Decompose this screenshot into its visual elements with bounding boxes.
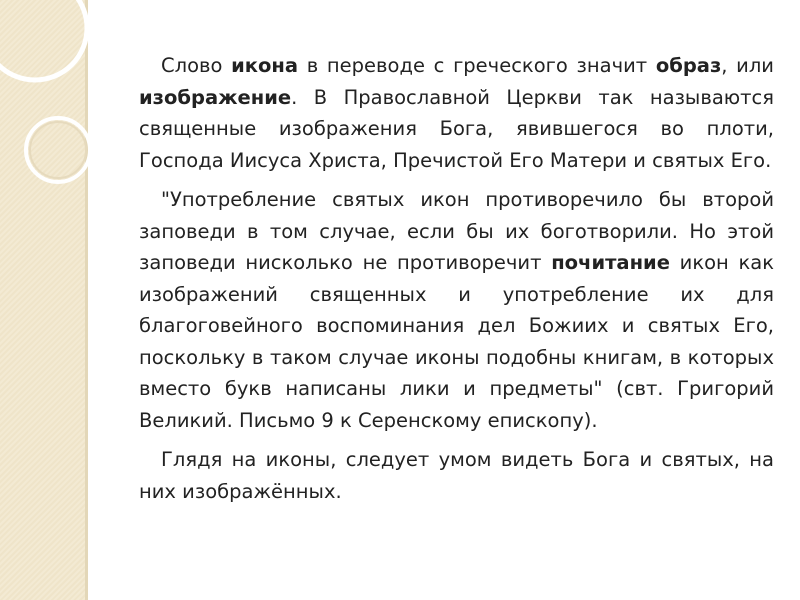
bold-term: почитание <box>551 251 670 274</box>
text-run: Глядя на иконы, следует умом видеть Бога и святых, на них изображённых. <box>139 448 774 503</box>
deco-ring-large <box>0 0 87 80</box>
paragraph-1 <box>139 50 774 176</box>
text-run: икон как изображений священных и употребление их для благоговейного воспоминания дел Божиих и святых Его, поскольку в таком случае иконы подобны книгам, в которых вместо букв написаны лики и предметы" (свт. Григорий Великий. Письмо 9 к Серенскому епископу). <box>139 251 774 432</box>
text-run: . В Православной Церкви так называются священные изображения Бога, явившегося во плоти, Господа Иисуса Христа, Пречистой Его Матери и святых Его. <box>139 85 774 172</box>
bold-term: образ <box>655 54 722 77</box>
bold-term: изображение <box>139 85 292 109</box>
text-run: Слово <box>161 54 232 77</box>
deco-ring-small-shade <box>30 122 86 178</box>
paragraph-2 <box>139 184 774 436</box>
bold-term: икона <box>231 54 299 77</box>
text-run: "Употребление святых икон противоречило бы второй заповеди в том случае, если бы их боготворили. Но этой заповеди нисколько не противоречит <box>139 188 774 274</box>
paragraph-3 <box>139 444 774 507</box>
text-run: , или <box>721 54 774 77</box>
text-run: в переводе с греческого значит <box>298 54 656 77</box>
decorative-rings <box>0 0 100 220</box>
slide-text <box>139 50 774 515</box>
deco-ring-small <box>26 118 90 182</box>
